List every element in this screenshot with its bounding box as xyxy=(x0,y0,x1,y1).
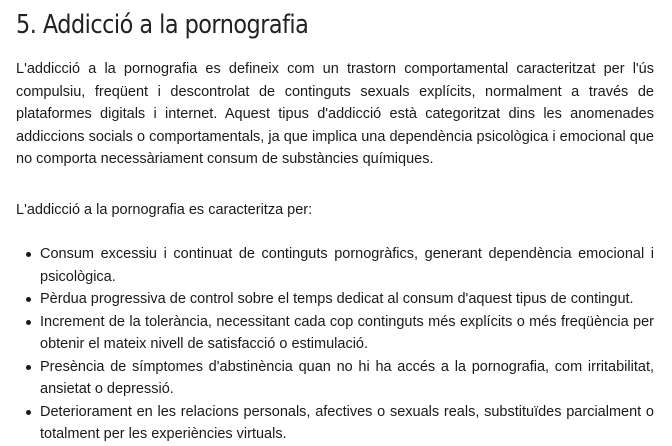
list-item xyxy=(16,311,654,356)
definition-paragraph: L'addicció a la pornografia es defineix com un trastorn comportamental caracteritzat per l'ús compulsiu, freqüent i descontrolat de continguts sexuals explícits, normalment a través de plataformes digitals i internet. Aquest tipus d'addicció està categoritzat dins les anomenades addiccions socials o comportamentals, ja que implica una dependència psicològica i emocional que no comporta necessàriament consum de substàncies químiques. xyxy=(16,61,654,167)
section-title: 5. Addicció a la pornografia xyxy=(16,10,309,40)
characteristics-intro: L'addicció a la pornografia es caracteritza per: xyxy=(16,202,313,218)
bullet-icon xyxy=(26,365,31,370)
list-item-text: Presència de símptomes d'abstinència quan no hi ha accés a la pornografia, com irritabilitat, ansietat o depressió. xyxy=(40,358,654,397)
list-item-text: Consum excessiu i continuat de continguts pornogràfics, generant dependència emocional i psicològica. xyxy=(40,246,654,285)
bullet-icon xyxy=(26,297,31,302)
bullet-icon xyxy=(26,252,31,257)
list-item xyxy=(16,243,654,288)
bullet-icon xyxy=(26,320,31,325)
list-item-text: Increment de la tolerància, necessitant cada cop continguts més explícits o més freqüència per obtenir el mateix nivell de satisfacció o estimulació. xyxy=(40,313,654,352)
list-item-text: Deteriorament en les relacions personals, afectives o sexuals reals, substituïdes parcialment o totalment per les experiències virtuals. xyxy=(40,403,654,442)
list-item xyxy=(16,401,654,446)
bullet-icon xyxy=(26,410,31,415)
list-item xyxy=(16,356,654,401)
list-item xyxy=(16,288,654,311)
list-item-text: Pèrdua progressiva de control sobre el temps dedicat al consum d'aquest tipus de contingut. xyxy=(40,291,634,307)
characteristics-list xyxy=(16,243,654,446)
